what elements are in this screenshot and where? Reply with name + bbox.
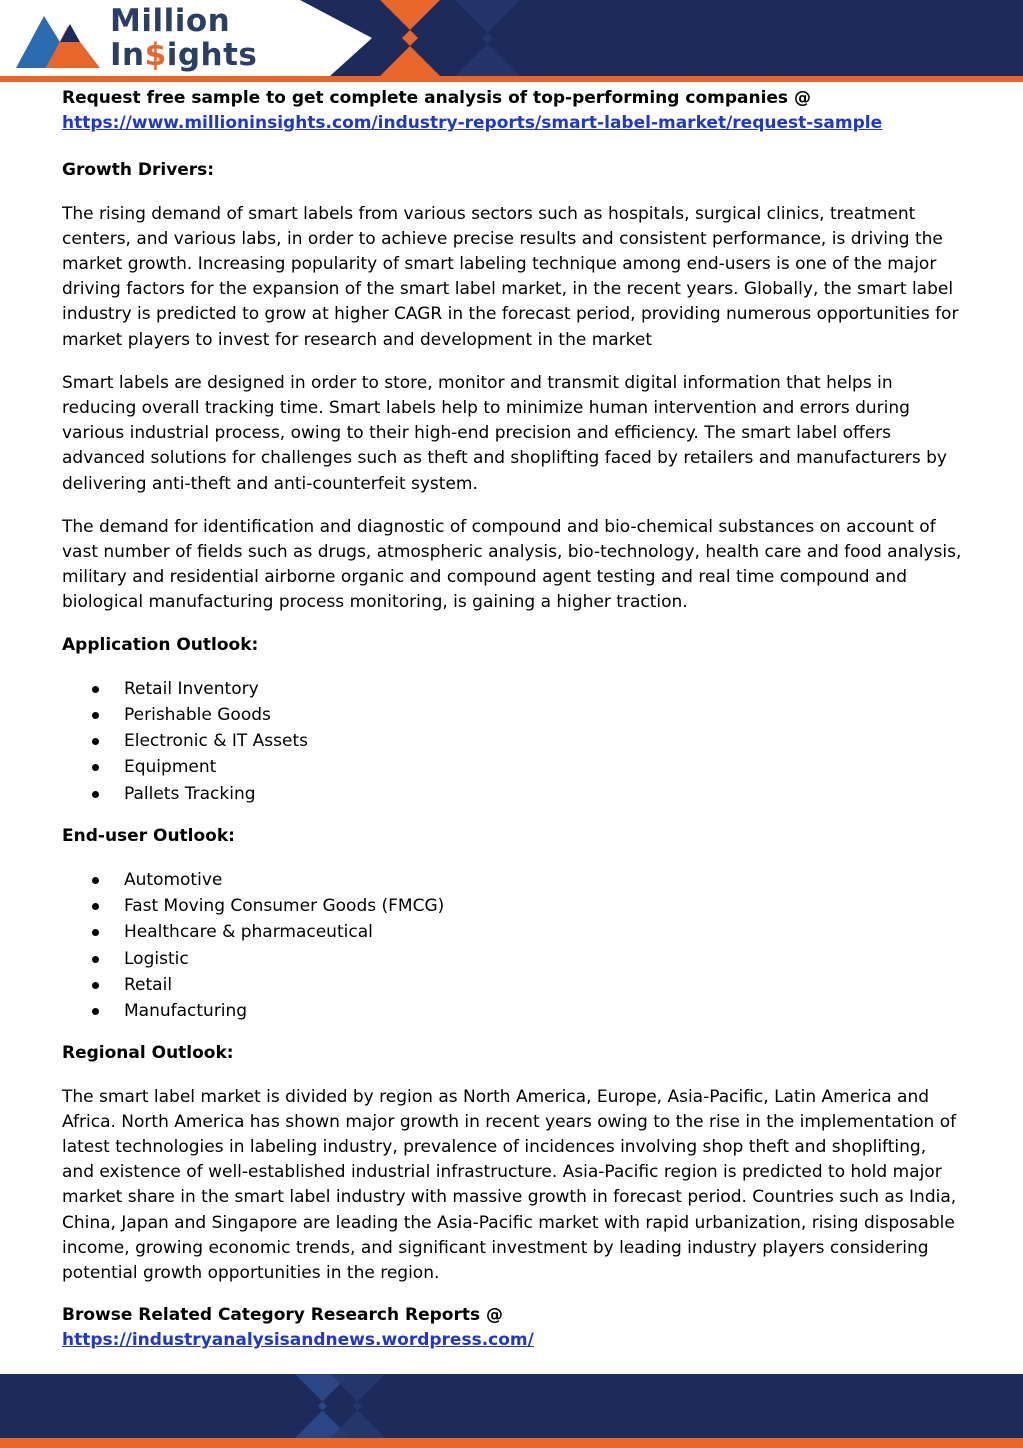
bullet-icon — [92, 712, 99, 719]
footer-banner — [0, 1374, 1023, 1448]
bullet-icon — [92, 686, 99, 693]
application-list — [62, 676, 962, 807]
request-sample-text: Request free sample to get complete analysis of top-performing companies @ — [62, 88, 811, 108]
list-item-label: Healthcare & pharmaceutical — [124, 922, 373, 943]
list-item — [62, 998, 962, 1024]
regional-paragraph: The smart label market is divided by region as North America, Europe, Asia-Pacific, Latin America and Africa. North America has shown major growth in recent years owing to the rise in the implementation of latest technologies in labeling industry, prevalence of incidences involving shop theft and shoplifting, and existence of well-established industrial infrastructure. Asia-Pacific region is predicted to hold major market share in the smart label industry with massive growth in forecast period. Countries such as India, China, Japan and Singapore are leading the Asia-Pacific market with rapid urbanization, rising disposable income, growing economic trends, and significant investment by leading industry players considering potential growth opportunities in the region. — [62, 1086, 957, 1283]
list-item — [62, 946, 962, 972]
list-item — [62, 972, 962, 998]
list-item-label: Retail Inventory — [124, 678, 259, 699]
list-item — [62, 919, 962, 945]
footer-graphic — [0, 1374, 1023, 1448]
bullet-icon — [92, 982, 99, 989]
list-item-label: Retail — [124, 974, 173, 995]
enduser-outlook-heading: End-user Outlook: — [62, 825, 235, 846]
bullet-icon — [92, 929, 99, 936]
growth-drivers-heading: Growth Drivers: — [62, 160, 215, 181]
list-item-label: Fast Moving Consumer Goods (FMCG) — [124, 896, 445, 917]
growth-paragraph-1: The rising demand of smart labels from various sectors such as hospitals, surgical clinics, treatment centers, and various labs, in order to achieve precise results and consistent performance, is driving the market growth. Increasing popularity of smart labeling technique among end-users is one of the major driving factors for the expansion of the smart label market, in the recent years. Globally, the smart label industry is predicted to grow at higher CAGR in the forecast period, providing numerous opportunities for market players to invest for research and development in the market — [62, 203, 959, 350]
list-item-label: Equipment — [124, 757, 217, 778]
request-sample-line — [62, 111, 962, 136]
list-item-label: Perishable Goods — [124, 705, 271, 726]
bullet-icon — [92, 956, 99, 963]
logo-line1: Million — [110, 3, 231, 39]
list-item — [62, 867, 962, 893]
browse-text: Browse Related Category Research Reports @ — [62, 1305, 504, 1326]
logo-wordmark — [110, 4, 257, 72]
bullet-icon — [92, 764, 99, 771]
document-body — [62, 86, 962, 1354]
bullet-icon — [92, 877, 99, 884]
logo-line2-suffix: ights — [166, 37, 258, 73]
growth-paragraph-3: The demand for identification and diagnostic of compound and bio-chemical substances on account of vast number of fields such as drugs, atmospheric analysis, bio-technology, health care and food analysis, military and residential airborne organic and compound agent testing and real time compound and biological manufacturing process monitoring, is gaining a higher traction. — [62, 516, 962, 613]
list-item — [62, 893, 962, 919]
list-item — [62, 702, 962, 728]
list-item-label: Pallets Tracking — [124, 783, 256, 804]
header-banner — [0, 0, 1023, 82]
application-outlook-heading: Application Outlook: — [62, 634, 259, 655]
growth-paragraph-2: Smart labels are designed in order to store, monitor and transmit digital information that helps in reducing overall tracking time. Smart labels help to minimize human intervention and errors during various industrial process, owing to their high-end precision and efficiency. The smart label offers advanced solutions for challenges such as theft and shoplifting faced by retailers and manufacturers by delivering anti-theft and anti-counterfeit system. — [62, 372, 947, 494]
enduser-list — [62, 867, 962, 1024]
list-item — [62, 781, 962, 807]
list-item — [62, 676, 962, 702]
browse-link[interactable]: https://industryanalysisandnews.wordpress.com/ — [62, 1330, 534, 1351]
list-item-label: Logistic — [124, 948, 189, 969]
logo-line2-prefix: In — [110, 37, 145, 73]
logo-line2 — [110, 38, 257, 72]
bullet-icon — [92, 791, 99, 798]
regional-outlook-heading: Regional Outlook: — [62, 1043, 234, 1064]
request-sample-link[interactable]: https://www.millioninsights.com/industry-reports/smart-label-market/request-sample — [62, 113, 883, 134]
logo-mark-icon — [8, 2, 112, 78]
bullet-icon — [92, 1008, 99, 1015]
browse-line — [62, 1303, 962, 1353]
list-item — [62, 754, 962, 780]
bullet-icon — [92, 738, 99, 745]
list-item-label: Automotive — [124, 870, 223, 891]
bullet-icon — [92, 903, 99, 910]
list-item-label: Manufacturing — [124, 1001, 248, 1022]
logo-line2-accent: $ — [144, 37, 167, 73]
list-item-label: Electronic & IT Assets — [124, 731, 308, 752]
list-item — [62, 728, 962, 754]
